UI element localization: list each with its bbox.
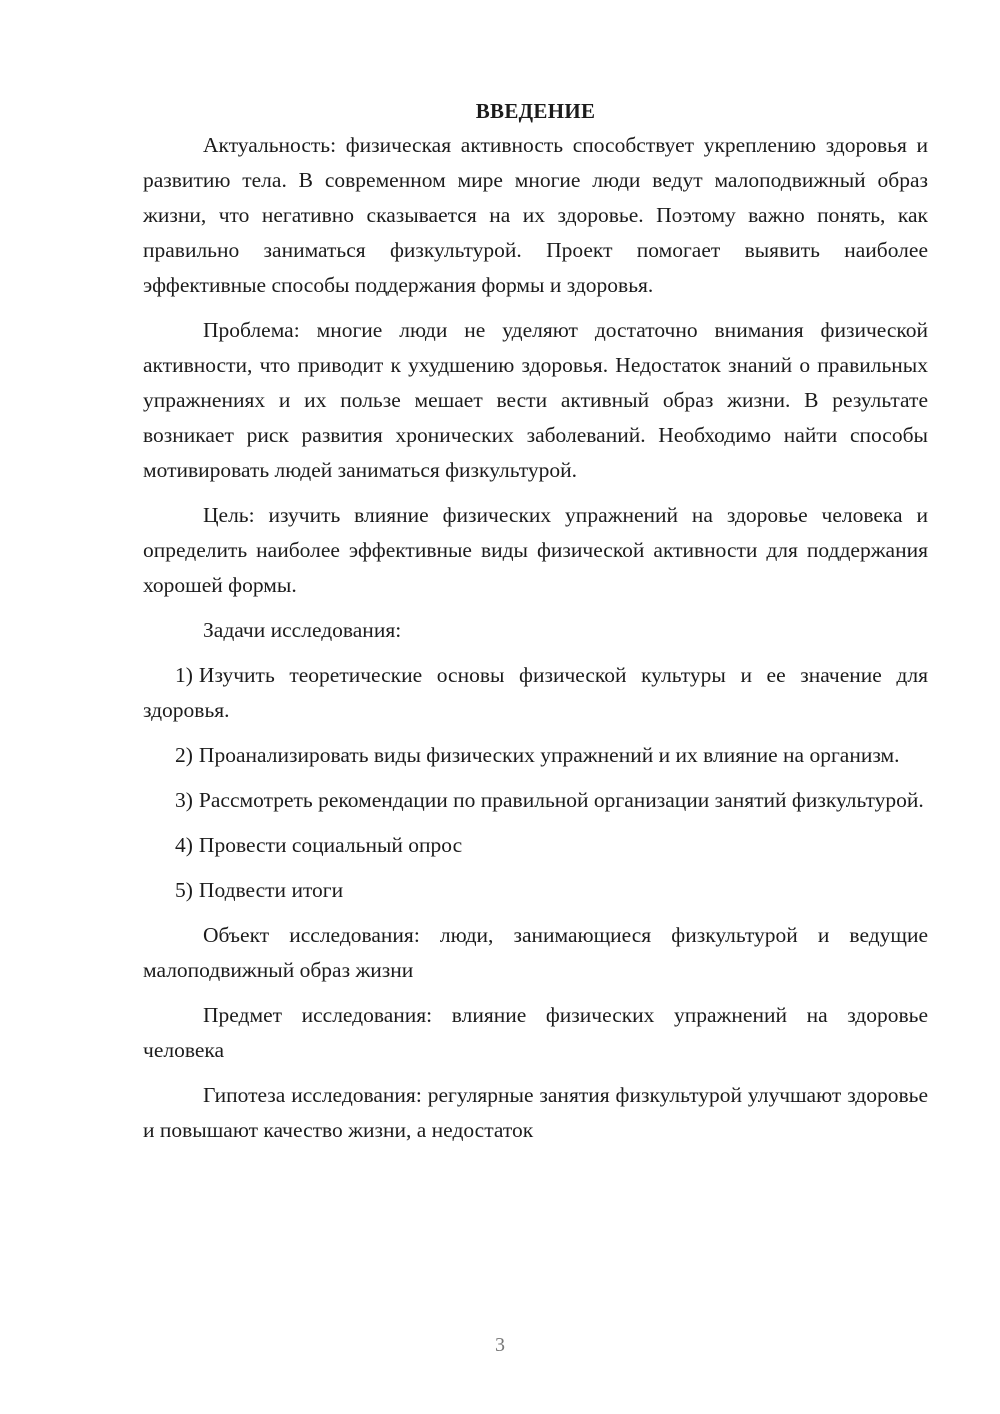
list-item-number: 2) <box>175 743 193 767</box>
list-item <box>143 828 928 863</box>
document-page <box>143 94 928 1148</box>
list-item-text: Провести социальный опрос <box>198 833 463 857</box>
paragraph-hypothesis: Гипотеза исследования: регулярные занятия физкультурой улучшают здоровье и повышают качество жизни, а недостаток <box>143 1083 928 1142</box>
list-item-text: Изучить теоретические основы физической культуры и ее значение для здоровья. <box>143 663 928 722</box>
list-item-number: 4) <box>175 833 193 857</box>
paragraph-relevance: Актуальность: физическая активность способствует укреплению здоровья и развитию тела. В современном мире многие люди ведут малоподвижный образ жизни, что негативно сказывается на их здоровье. Поэтому важно понять, как правильно заниматься физкультурой. Проект помогает выявить наиболее эффективные способы поддержания формы и здоровья. <box>143 133 928 297</box>
list-item <box>143 658 928 728</box>
list-item-text: Проанализировать виды физических упражнений и их влияние на организм. <box>198 743 900 767</box>
paragraph-problem: Проблема: многие люди не уделяют достаточно внимания физической активности, что приводит к ухудшению здоровья. Недостаток знаний о правильных упражнениях и их пользе мешает вести активный образ жизни. В результате возникает риск развития хронических заболеваний. Необходимо найти способы мотивировать людей заниматься физкультурой. <box>143 318 928 482</box>
page-number: 3 <box>495 1334 505 1356</box>
list-item-text: Рассмотреть рекомендации по правильной организации занятий физкультурой. <box>198 788 924 812</box>
list-item <box>143 738 928 773</box>
list-item-text: Подвести итоги <box>198 878 344 902</box>
list-item-number: 1) <box>175 663 193 687</box>
section-heading: ВВЕДЕНИЕ <box>475 99 596 123</box>
paragraph-subject: Предмет исследования: влияние физических упражнений на здоровье человека <box>143 1003 928 1062</box>
list-item <box>143 873 928 908</box>
paragraph-goal: Цель: изучить влияние физических упражнений на здоровье человека и определить наиболее эффективные виды физической активности для поддержания хорошей формы. <box>143 503 928 597</box>
paragraph-object: Объект исследования: люди, занимающиеся физкультурой и ведущие малоподвижный образ жизни <box>143 923 928 982</box>
list-item-number: 3) <box>175 788 193 812</box>
list-item <box>143 783 928 818</box>
list-item-number: 5) <box>175 878 193 902</box>
paragraph-tasks-title: Задачи исследования: <box>203 618 402 642</box>
